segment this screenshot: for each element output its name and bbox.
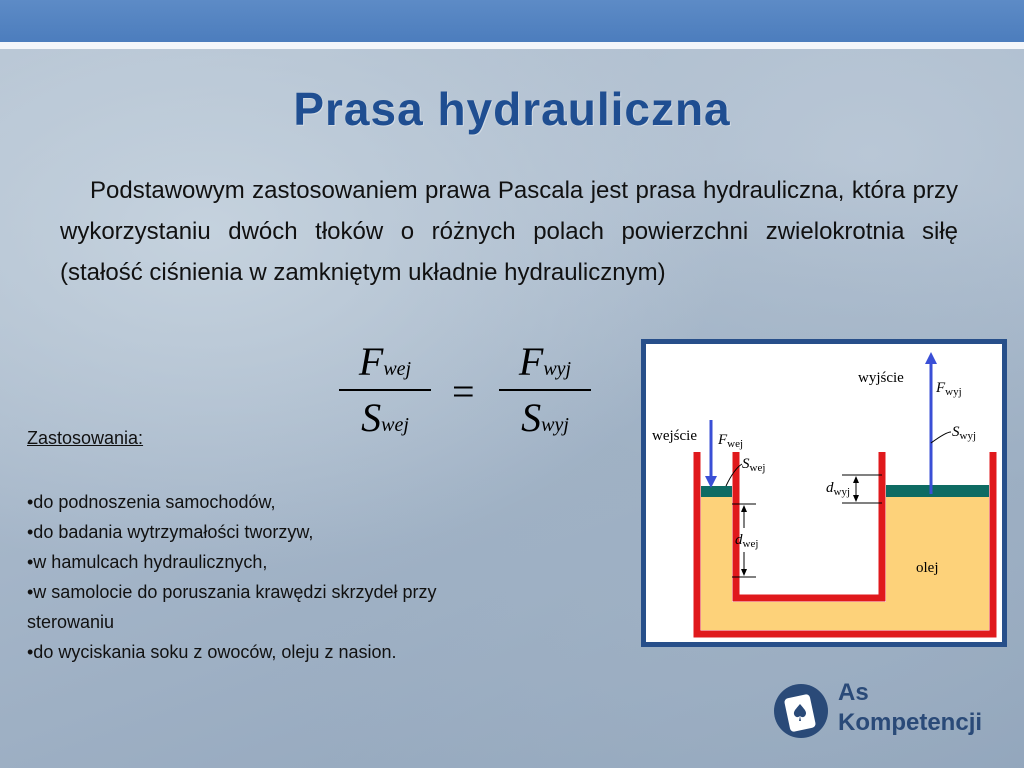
label-area-out: $S_{wyj}$ [952, 424, 976, 442]
left-numerator: Fwej [358, 339, 412, 384]
left-denominator: Swej [361, 395, 409, 440]
label-output: wyjście [858, 370, 904, 386]
intro-paragraph: Podstawowym zastosowaniem prawa Pascala jest prasa hydrauliczna, która przy wykorzystaniu dwóch tłoków o różnych polach powierzchni zwielokrotnia siłę (stałość ciśnienia w zamkniętym układnie hydraulicznym) [60, 177, 958, 286]
applications-list [27, 487, 517, 667]
pascal-formula [335, 338, 605, 448]
right-fraction-bar [499, 389, 591, 391]
right-fraction [495, 338, 595, 448]
right-numerator: Fwyj [518, 339, 572, 384]
logo-emblem-icon [774, 684, 828, 738]
label-force-in: $F_{wej}$ [718, 432, 744, 450]
applications-heading: Zastosowania: [27, 428, 144, 448]
s-output-leader [931, 432, 951, 443]
label-input: wejście [652, 428, 697, 444]
output-arrow-head [925, 352, 937, 364]
hydraulic-press-diagram [641, 339, 1007, 647]
output-piston [886, 485, 989, 497]
top-divider [0, 42, 1024, 49]
list-item: •w samolocie do poruszania krawędzi skrzydeł przy sterowaniu [27, 582, 437, 632]
slide-title: Prasa hydrauliczna [293, 83, 731, 135]
label-force-out: $F_{wyj}$ [936, 380, 962, 398]
label-fluid: olej [916, 560, 939, 576]
top-banner [0, 0, 1024, 42]
list-item: •do wyciskania soku z owoców, oleju z nasion. [27, 642, 397, 662]
list-item: •do badania wytrzymałości tworzyw, [27, 522, 314, 542]
logo-line-1: As [838, 679, 869, 706]
logo-wordmark [838, 678, 982, 738]
list-item: •do podnoszenia samochodów, [27, 492, 276, 512]
input-piston [701, 486, 732, 497]
label-d-in: $d_{wej}$ [735, 532, 759, 550]
label-area-in: $S_{wej}$ [742, 456, 766, 474]
diagram-svg [646, 344, 1002, 642]
right-denominator: Swyj [521, 395, 569, 440]
equals-sign: = [452, 369, 475, 414]
left-fraction [335, 338, 435, 448]
list-item: •w hamulcach hydraulicznych, [27, 552, 268, 572]
left-fraction-bar [339, 389, 431, 391]
logo-line-2: Kompetencji [838, 709, 983, 736]
label-d-out: $d_{wyj}$ [826, 480, 850, 498]
